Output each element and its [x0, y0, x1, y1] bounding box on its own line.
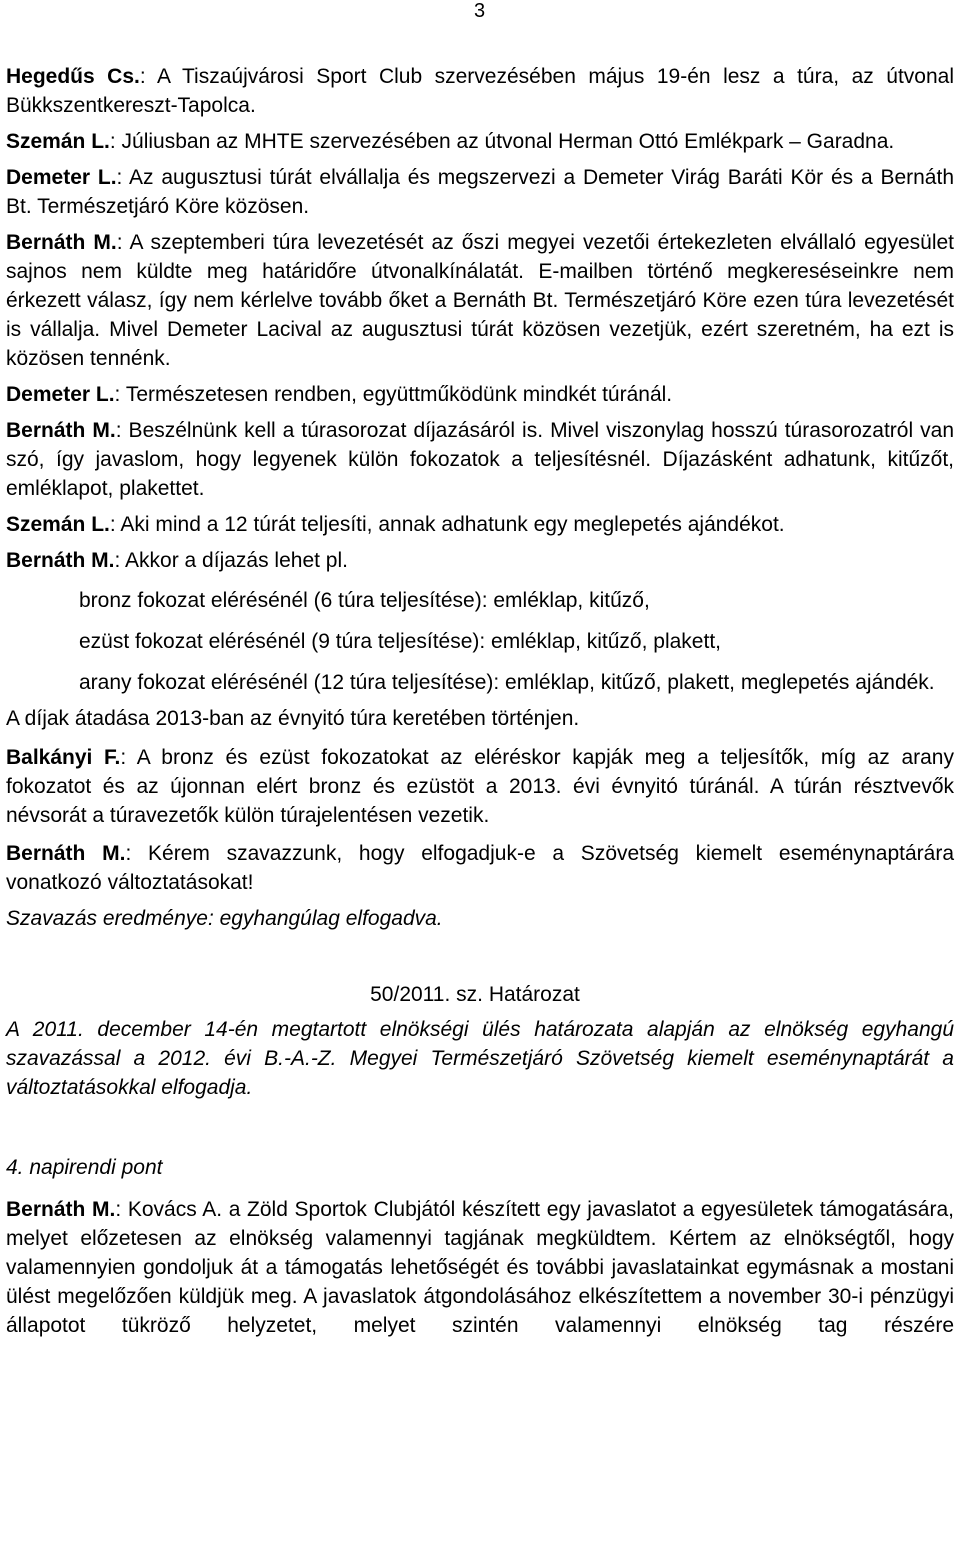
speaker-name: Bernáth M.	[6, 549, 115, 572]
minutes-paragraph	[6, 510, 954, 539]
page-number: 3	[474, 0, 486, 22]
minutes-paragraph	[6, 163, 954, 221]
speaker-name: Demeter L.	[6, 383, 115, 406]
paragraph-text: : Beszélnünk kell a túrasorozat díjazásáról is. Mivel viszonylag hosszú túrasorozatról van szó, így javaslom, hogy legyenek külön fokozatok a teljesítésnél. Díjazásként adhatunk, kitűzőt, emléklapot, plakettet.	[6, 419, 954, 500]
speaker-name: Bernáth M.	[6, 419, 116, 442]
minutes-paragraph	[6, 380, 954, 409]
minutes-paragraph	[6, 127, 954, 156]
paragraph-text: : A bronz és ezüst fokozatokat az eléréskor kapják meg a teljesítők, míg az arany fokozatot és az újonnan elért bronz és ezüstöt a 2013. évi évnyitó túránál. A túrán résztvevők névsorát a túravezetők külön túrajelentésen vezetik.	[6, 746, 954, 827]
paragraph-text: : Akkor a díjazás lehet pl.	[114, 549, 348, 572]
speaker-name: Szemán L.	[6, 130, 110, 153]
minutes-paragraph	[6, 416, 954, 503]
minutes-paragraph	[6, 62, 954, 120]
minutes-paragraph	[6, 546, 954, 575]
paragraph-text: : Aki mind a 12 túrát teljesíti, annak adhatunk egy meglepetés ajándékot.	[109, 513, 785, 536]
speaker-name: Bernáth M.	[6, 1198, 116, 1221]
paragraph-text: : A Tiszaújvárosi Sport Club szervezésében május 19-én lesz a túra, az útvonal Bükkszentkereszt-Tapolca.	[6, 65, 955, 117]
vote-result: Szavazás eredménye: egyhangúlag elfogadva.	[6, 907, 443, 930]
award-level-silver: ezüst fokozat elérésénél (9 túra teljesítése): emléklap, kitűző, plakett,	[79, 630, 721, 653]
document-body	[6, 62, 954, 1340]
minutes-paragraph	[6, 839, 954, 897]
resolution-title: 50/2011. sz. Határozat	[370, 983, 580, 1006]
paragraph-text: : Júliusban az MHTE szervezésében az útvonal Herman Ottó Emlékpark – Garadna.	[109, 130, 895, 153]
speaker-name: Bernáth M.	[6, 231, 117, 254]
paragraph-text: : Kérem szavazzunk, hogy elfogadjuk-e a Szövetség kiemelt eseménynaptárára vonatkozó változtatásokat!	[6, 842, 954, 894]
award-levels-list	[6, 586, 954, 697]
minutes-paragraph	[6, 1195, 954, 1340]
award-level-gold: arany fokozat elérésénél (12 túra teljesítése): emléklap, kitűző, plakett, meglepetés ajándék.	[79, 671, 935, 694]
paragraph-text: : Természetesen rendben, együttműködünk mindkét túránál.	[114, 383, 673, 406]
speaker-name: Szemán L.	[6, 513, 110, 536]
speaker-name: Bernáth M.	[6, 842, 126, 865]
minutes-paragraph	[6, 228, 954, 373]
paragraph-text: : Kovács A. a Zöld Sportok Clubjától készített egy javaslatot a egyesületek támogatására, melyet előzetesen az elnökség valamennyi tagjának megküldtem. Kértem az elnökségtől, hogy valamennyien gondoljuk át a támogatás lehetőségét és további javaslatainkat egymásnak a mostani ülést megelőzően küldjük meg. A javaslatok átgondolásához elkészítettem a november 30-i pénzügyi állapotot tükröző helyzetet, melyet szintén valamennyi elnökség tag részére	[6, 1198, 954, 1337]
speaker-name: Hegedűs Cs.	[6, 65, 140, 88]
speaker-name: Demeter L.	[6, 166, 117, 189]
paragraph-text: : A szeptemberi túra levezetését az őszi megyei vezetői értekezleten elvállaló egyesület sajnos nem küldte meg határidőre útvonalkínálatát. E-mailben történő megkereséseinkre nem érkezett válasz, így nem kérlelve tovább őket a Bernáth Bt. Természetjáró Köre ezen túra levezetését is vállalja. Mivel Demeter Lacival az augusztusi túrát közösen vezetjük, ezért szeretném, ha ezt is közösen tennénk.	[6, 231, 954, 370]
paragraph-text: : Az augusztusi túrát elvállalja és megszervezi a Demeter Virág Baráti Kör és a Bernáth Bt. Természetjáró Köre közösen.	[6, 166, 954, 218]
award-level-bronze: bronz fokozat elérésénél (6 túra teljesítése): emléklap, kitűző,	[79, 589, 650, 612]
resolution-text: A 2011. december 14-én megtartott elnökségi ülés határozata alapján az elnökség egyhangú szavazással a 2012. évi B.-A.-Z. Megyei Természetjáró Szövetség kiemelt eseménynaptárát a változtatásokkal elfogadja.	[6, 1018, 954, 1099]
minutes-paragraph	[6, 743, 954, 830]
speaker-name: Balkányi F.	[6, 746, 121, 769]
agenda-item-heading: 4. napirendi pont	[6, 1156, 163, 1179]
award-ceremony-note: A díjak átadása 2013-ban az évnyitó túra keretében történjen.	[6, 707, 580, 730]
